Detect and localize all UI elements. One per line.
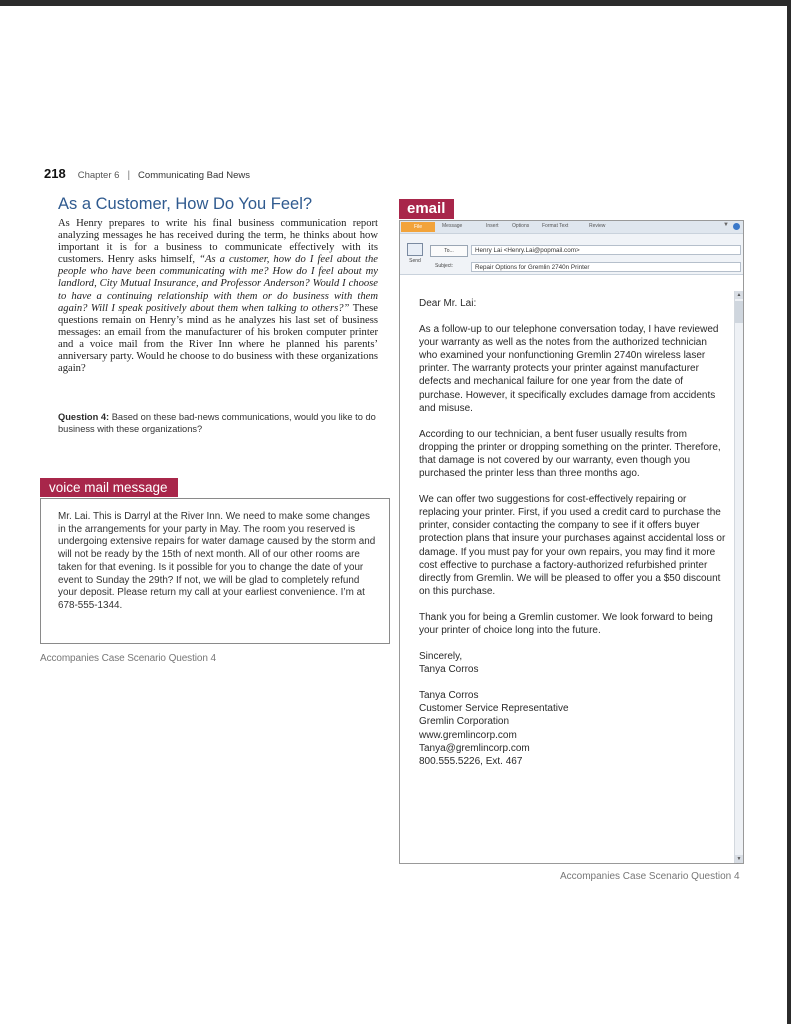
section-title: As a Customer, How Do You Feel? bbox=[58, 195, 313, 213]
email-paragraph-3: We can offer two suggestions for cost-effectively repairing or replacing your printer. First, if you used a credit card to purchase the printer, consider contacting the company to see if it offers buyer protection plans that insure your purchases against accidental loss or damage. If you must pay for your own repairs, you may find it more cost effective to purchase a factory-authorized refurbished printer directly from Gremlin. We will be pleased to offer you a $50 discount on this purchase. bbox=[419, 494, 726, 597]
voice-mail-text: Mr. Lai. This is Darryl at the River Inn. We need to make some changes in the arrangements for your party in May. The room you reserved is undergoing extensive repairs for water damage caused by the storm and will not be ready by the 15th of next month. All of our other rooms are taken for that evening. Is it possible for you to change the date of your event to Sunday the 29th? If not, we will be glad to completely refund your deposit. Please return my call at your earliest convenience. I’m at 678-555-1344. bbox=[58, 511, 376, 611]
message-header bbox=[400, 234, 743, 275]
tab-insert[interactable]: Insert bbox=[486, 223, 499, 229]
top-border bbox=[0, 0, 791, 6]
ribbon-collapse-icon[interactable]: ▼ bbox=[723, 222, 729, 228]
signature-name: Tanya Corros bbox=[419, 690, 479, 702]
to-button[interactable]: To... bbox=[430, 245, 468, 257]
email-paragraph-4: Thank you for being a Gremlin customer. We look forward to being your printer of choice long into the future. bbox=[419, 611, 713, 636]
scroll-thumb[interactable] bbox=[735, 301, 743, 323]
tab-message[interactable]: Message bbox=[442, 223, 463, 229]
signature-company: Gremlin Corporation bbox=[419, 716, 510, 728]
signature-title: Customer Service Representative bbox=[419, 703, 569, 715]
tab-options[interactable]: Options bbox=[512, 223, 530, 229]
chapter-title: Communicating Bad News bbox=[138, 170, 250, 181]
ribbon-tabs bbox=[400, 221, 743, 234]
subject-field[interactable]: Repair Options for Gremlin 2740n Printer bbox=[471, 262, 741, 272]
email-paragraph-2: According to our technician, a bent fuser usually results from dropping the printer or dropping something on the printer. Therefore, that damage is not covered by our warranty, even though you purchased the printer less than three months ago. bbox=[419, 428, 721, 480]
voice-mail-caption: Accompanies Case Scenario Question 4 bbox=[40, 653, 216, 664]
body-text-1: As Henry prepares to write his final business communication report analyzing messages he has received during the term, he thinks about how important it is for a business to communicate effectively with its customers. Henry asks himself, bbox=[58, 218, 378, 266]
scroll-up-icon[interactable]: ▲ bbox=[736, 292, 742, 298]
tab-file[interactable]: File bbox=[401, 222, 435, 232]
email-scrollbar[interactable] bbox=[734, 291, 743, 863]
signature-email: Tanya@gremlincorp.com bbox=[419, 742, 530, 754]
email-greeting: Dear Mr. Lai: bbox=[419, 298, 477, 309]
send-button[interactable] bbox=[403, 240, 427, 270]
voice-mail-label: voice mail message bbox=[40, 478, 178, 497]
scroll-down-icon[interactable]: ▼ bbox=[736, 856, 742, 862]
page-number: 218 bbox=[44, 166, 66, 181]
email-closing-name: Tanya Corros bbox=[419, 664, 479, 676]
email-window bbox=[399, 220, 744, 864]
email-label: email bbox=[399, 199, 454, 219]
email-caption: Accompanies Case Scenario Question 4 bbox=[560, 871, 740, 882]
tab-format-text[interactable]: Format Text bbox=[542, 223, 569, 229]
page-header bbox=[44, 166, 250, 186]
question-text: Based on these bad-news communications, would you like to do business with these organizations? bbox=[58, 412, 376, 434]
email-body[interactable] bbox=[419, 297, 727, 768]
question-4 bbox=[58, 411, 380, 435]
signature-phone: 800.555.5226, Ext. 467 bbox=[419, 755, 523, 767]
question-label: Question 4: bbox=[58, 412, 110, 422]
email-paragraph-1: As a follow-up to our telephone conversation today, I have reviewed your warranty as well as the notes from the authorized technician who examined your nonfunctioning Gremlin 2740n wireless laser printer. The warranty protects your printer against manufacturer defects and mechanical failure for one year from the date of purchase. However, it specifically excludes damage from accidents and misuse. bbox=[419, 324, 719, 414]
send-icon bbox=[407, 243, 423, 256]
right-border bbox=[787, 0, 791, 1024]
tab-review[interactable]: Review bbox=[589, 223, 606, 229]
body-quote: “As a customer, how do I feel about the people who have been communicating with me? How do I feel about my landlord, City Mutual Insurance, and Professor Anderson? Would I choose to have a continuing relationship with them or do business with them again? Will I speak positively about them when talking to others?” bbox=[58, 254, 378, 314]
header-separator: | bbox=[127, 170, 131, 181]
chapter-label: Chapter 6 bbox=[77, 170, 120, 181]
email-closing: Sincerely, bbox=[419, 651, 463, 663]
send-label: Send bbox=[409, 258, 421, 264]
subject-label: Subject: bbox=[435, 263, 454, 269]
section-body bbox=[58, 218, 378, 375]
to-field[interactable]: Henry Lai <Henry.Lai@popmail.com> bbox=[471, 245, 741, 255]
body-text-2: These questions remain on Henry’s mind as he analyzes his last set of business messages: an email from the manufacturer of his broken computer printer and a voice mail from the River Inn where he planned his parents’ anniversary party. Would he choose to do business with these organizations again? bbox=[58, 302, 378, 375]
signature-website: www.gremlincorp.com bbox=[419, 729, 517, 741]
help-icon[interactable] bbox=[733, 223, 740, 230]
